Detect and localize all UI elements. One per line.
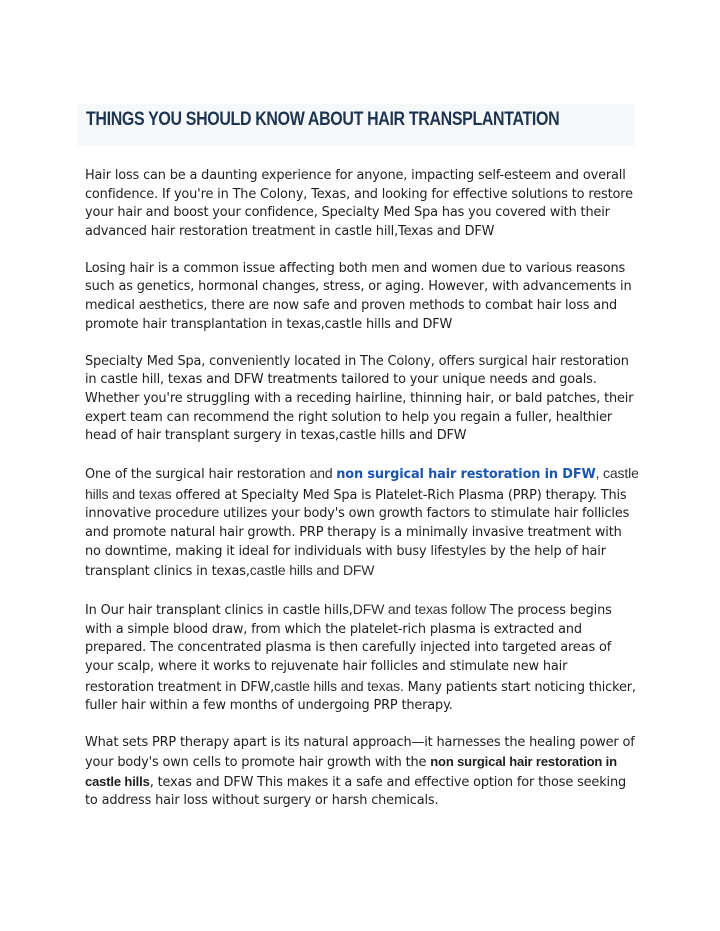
- paragraph-1: Hair loss can be a daunting experience for anyone, impacting self-esteem and overall confidence. If you're in The Colony, Texas, and looking for effective solutions to restore your hair and boost your confidence, Specialty Med Spa has you covered with their advanced hair restoration treatment in castle hill,Texas and DFW: [85, 168, 633, 239]
- non-surgical-dfw-link[interactable]: non surgical hair restoration in DFW: [336, 467, 596, 483]
- paragraph-4-text-c: , castle hills and texas: [85, 465, 639, 502]
- paragraph-4: [85, 464, 640, 582]
- paragraph-5: [85, 600, 640, 716]
- paragraph-6-bold-phrase: non surgical hair restoration in castle hills: [85, 753, 617, 789]
- page-title: THINGS YOU SHOULD KNOW ABOUT HAIR TRANSPLANTATION: [86, 109, 560, 130]
- paragraph-2: Losing hair is a common issue affecting both men and women due to various reasons such as genetics, hormonal changes, stress, or aging. However, with advancements in medical aesthetics, there are now safe and proven methods to combat hair loss and promote hair transplantation in texas,castle hills and DFW: [85, 260, 632, 332]
- title-band: [78, 104, 634, 146]
- paragraph-6: [85, 734, 640, 810]
- paragraph-4-text-d: offered at Specialty Med Spa is Platelet-Rich Plasma (PRP) therapy. This innovative procedure utilizes your body's own growth factors to stimulate hair follicles and promote natural hair growth. PRP therapy is a minimally invasive treatment with no downtime, making it ideal for individuals with busy lifestyles by the help of hair transplant clinics in texas,: [85, 487, 630, 580]
- paragraph-6-text-a: What sets PRP therapy apart is its natural approach—it harnesses the healing power of your body's own cells to promote hair growth with the: [85, 735, 635, 770]
- paragraph-4-text-e: castle hills and DFW: [249, 562, 375, 579]
- paragraph-5-text-b: DFW and texas follow: [352, 601, 486, 618]
- paragraph-5-text-c: The process begins with a simple blood draw, from which the platelet-rich plasma is extracted and prepared. The concentrated plasma is then carefully injected into targeted areas of your scalp, where it works to rejuvenate hair follicles and stimulate new hair restoration treatment in DFW,: [85, 603, 612, 695]
- article-body: [85, 167, 640, 829]
- paragraph-4-text-a: One of the surgical hair restoration: [85, 467, 310, 483]
- paragraph-5-text-a: In Our hair transplant clinics in castle hills,: [85, 603, 353, 619]
- paragraph-4-text-b: and: [309, 465, 337, 482]
- paragraph-6-text-c: , texas and DFW This makes it a safe and effective option for those seeking to address hair loss without surgery or harsh chemicals.: [85, 774, 627, 809]
- paragraph-5-text-e: Many patients start noticing thicker, fuller hair within a few months of undergoing PRP therapy.: [85, 679, 636, 714]
- paragraph-3: Specialty Med Spa, conveniently located in The Colony, offers surgical hair restoration in castle hill, texas and DFW treatments tailored to your unique needs and goals. Whether you're struggling with a receding hairline, thinning hair, or bald patches, their expert team can recommend the right solution to help you regain a fuller, healthier head of hair transplant surgery in texas,castle hills and DFW: [85, 353, 634, 444]
- paragraph-5-text-d: castle hills and texas.: [274, 677, 404, 694]
